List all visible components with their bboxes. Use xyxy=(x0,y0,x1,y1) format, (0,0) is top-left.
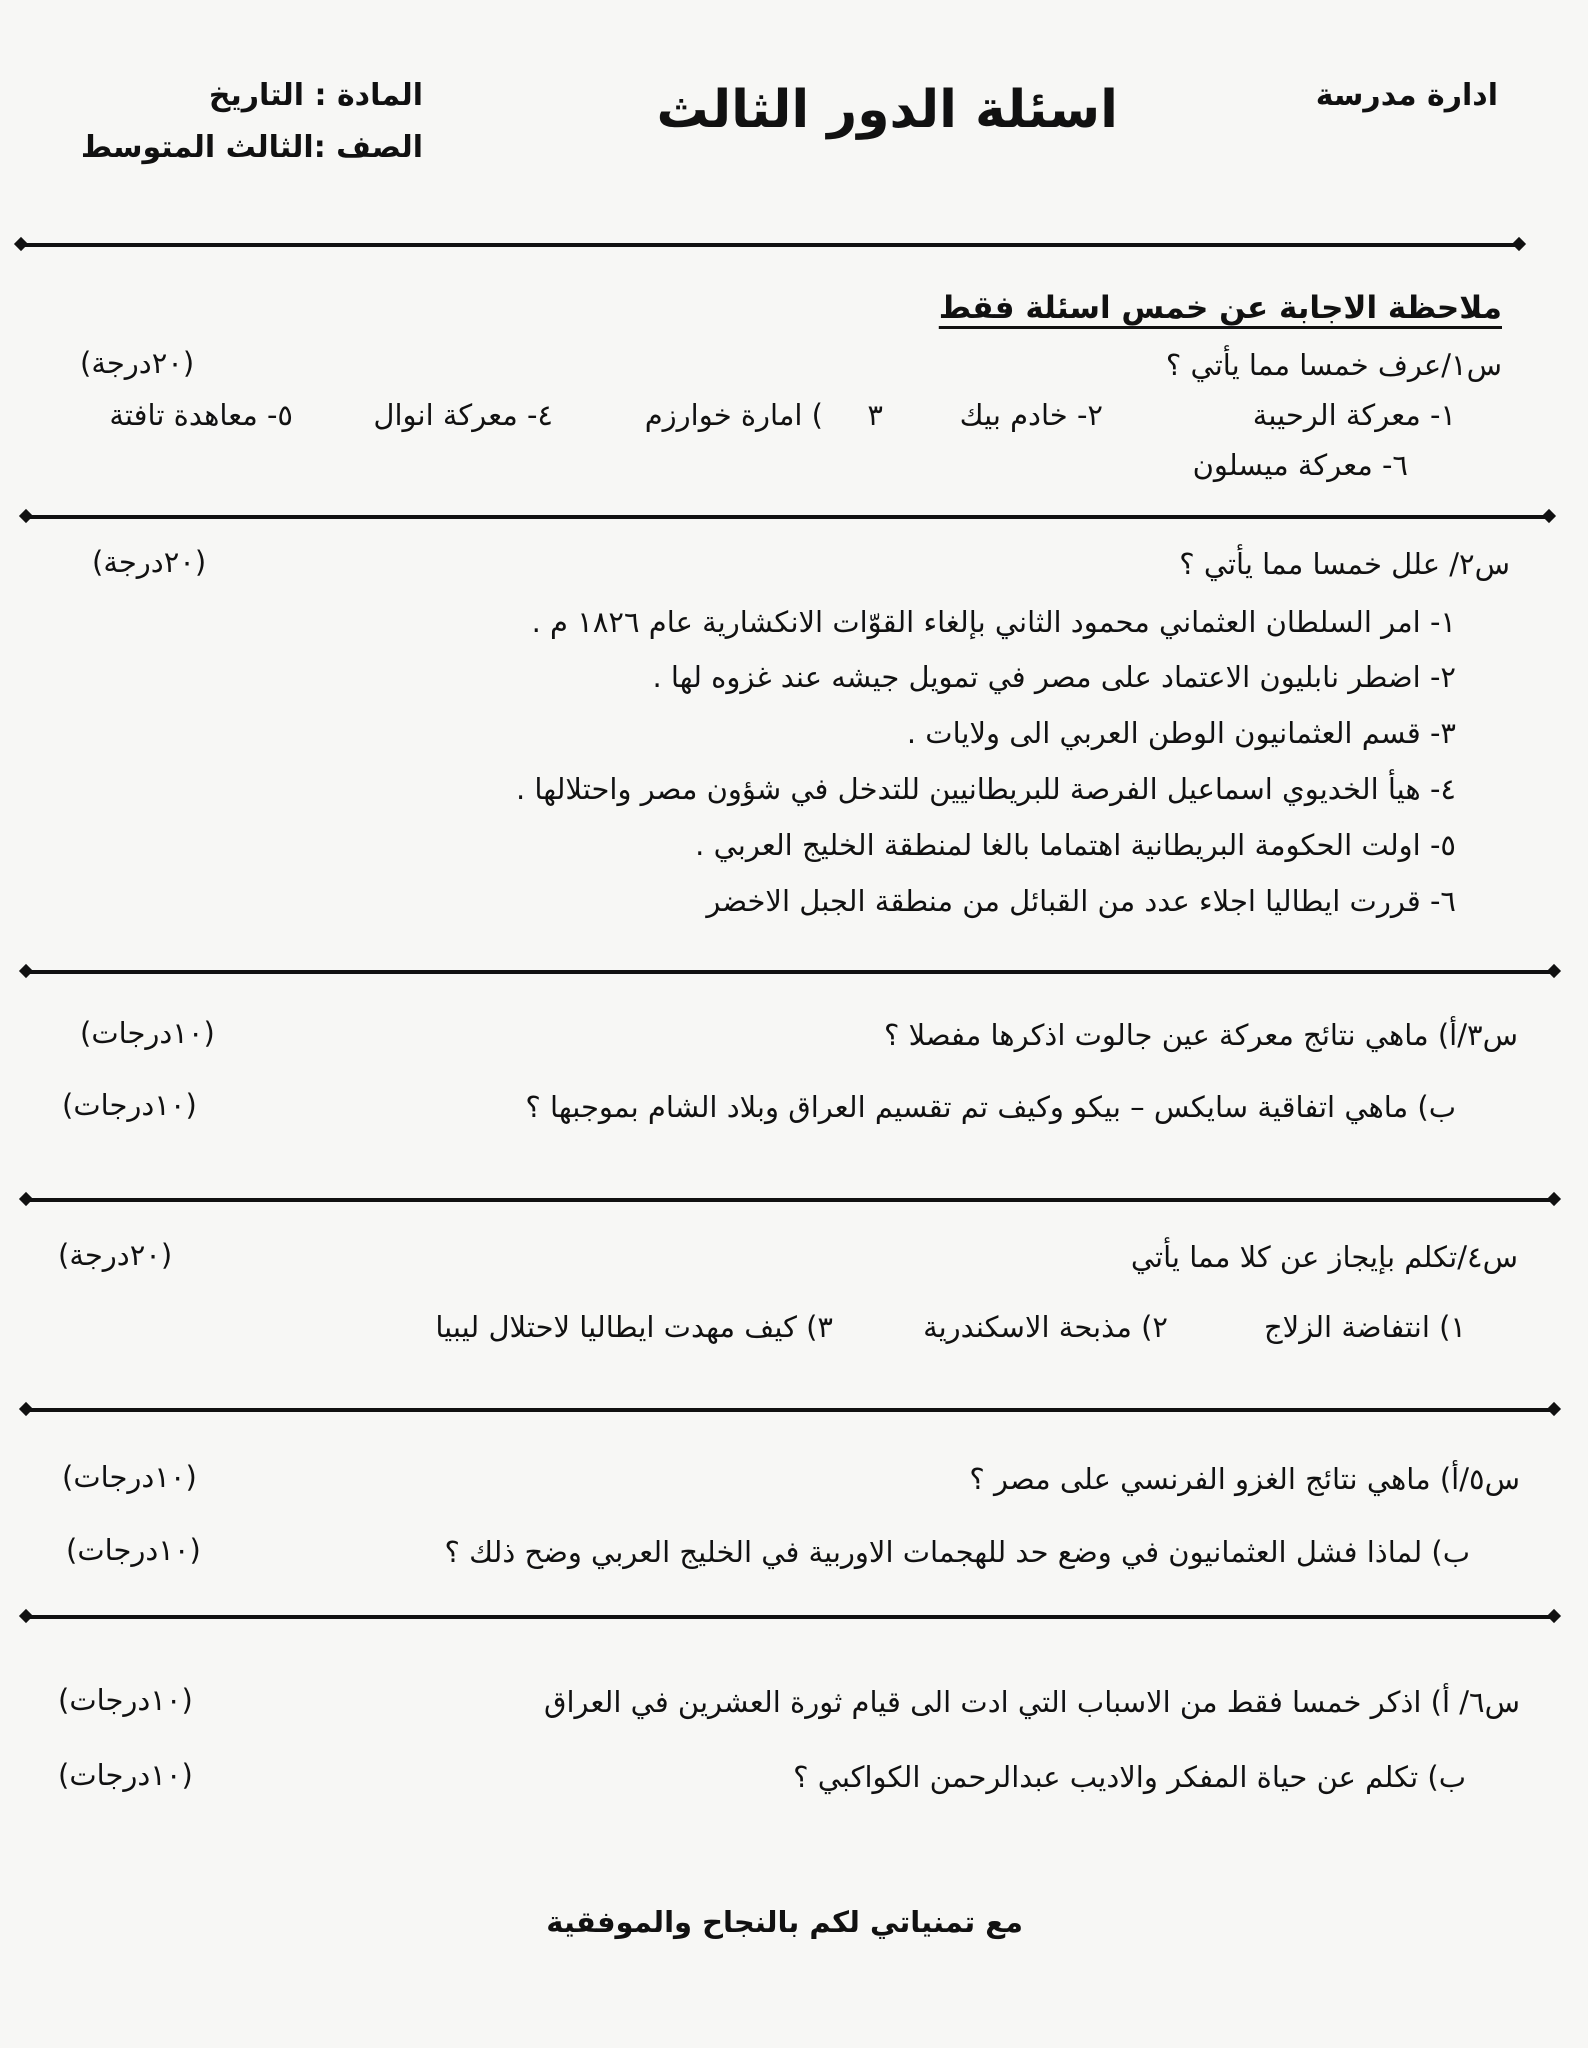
q5a-prompt: س٥/أ) ماهي نتائج الغزو الفرنسي على مصر ؟ xyxy=(969,1462,1520,1496)
q1-item-6: ٦- معركة ميسلون xyxy=(1192,448,1408,482)
q5a-marks: (١٠درجات) xyxy=(62,1460,197,1494)
divider xyxy=(25,970,1555,974)
q2-item-3: ٣- قسم العثمانيون الوطن العربي الى ولايات . xyxy=(906,716,1456,750)
q3b-marks: (١٠درجات) xyxy=(62,1088,197,1122)
divider xyxy=(25,1198,1555,1202)
q6a-prompt: س٦/ أ) اذكر خمسا فقط من الاسباب التي ادت الى قيام ثورة العشرين في العراق xyxy=(544,1685,1520,1719)
divider xyxy=(25,515,1550,519)
q1-item-2: ٢- خادم بيك xyxy=(959,398,1103,432)
q6b-prompt: ب) تكلم عن حياة المفكر والاديب عبدالرحمن الكواكبي ؟ xyxy=(793,1760,1466,1794)
instruction-note: ملاحظة الاجابة عن خمس اسئلة فقط xyxy=(938,290,1502,326)
q1-prompt: س١/عرف خمسا مما يأتي ؟ xyxy=(1165,348,1502,382)
q1-item-3: ) امارة خوارزم xyxy=(644,398,823,432)
q5b-marks: (١٠درجات) xyxy=(66,1533,201,1567)
q4-marks: (٢٠درجة) xyxy=(58,1238,173,1272)
q4-item-2: ٢) مذبحة الاسكندرية xyxy=(923,1310,1168,1344)
q1-item-1: ١- معركة الرحيبة xyxy=(1252,398,1456,432)
q3a-marks: (١٠درجات) xyxy=(80,1016,215,1050)
q6a-marks: (١٠درجات) xyxy=(58,1683,193,1717)
exam-title: اسئلة الدور الثالث xyxy=(656,80,1118,140)
q4-item-1: ١) انتفاضة الزلاج xyxy=(1263,1310,1466,1344)
closing-wishes: مع تمنياتي لكم بالنجاح والموفقية xyxy=(546,1905,1023,1939)
divider xyxy=(25,1408,1555,1412)
q2-item-4: ٤- هيأ الخديوي اسماعيل الفرصة للبريطانيين للتدخل في شؤون مصر واحتلالها . xyxy=(515,772,1456,806)
grade-label: الصف :الثالث المتوسط xyxy=(80,130,423,165)
q2-item-6: ٦- قررت ايطاليا اجلاء عدد من القبائل من منطقة الجبل الاخضر xyxy=(706,884,1456,918)
q3a-prompt: س٣/أ) ماهي نتائج معركة عين جالوت اذكرها مفصلا ؟ xyxy=(883,1018,1518,1052)
q3b-prompt: ب) ماهي اتفاقية سايكس – بيكو وكيف تم تقسيم العراق وبلاد الشام بموجبها ؟ xyxy=(525,1090,1456,1124)
school-name: ادارة مدرسة xyxy=(1315,78,1498,113)
q2-item-5: ٥- اولت الحكومة البريطانية اهتماما بالغا لمنطقة الخليج العربي . xyxy=(695,828,1456,862)
q4-item-3: ٣) كيف مهدت ايطاليا لاحتلال ليبيا xyxy=(435,1310,833,1344)
q5b-prompt: ب) لماذا فشل العثمانيون في وضع حد للهجمات الاوربية في الخليج العربي وضح ذلك ؟ xyxy=(444,1535,1470,1569)
q1-item-4: ٤- معركة انوال xyxy=(373,398,553,432)
q2-marks: (٢٠درجة) xyxy=(92,545,207,579)
divider xyxy=(20,243,1520,247)
subject-label: المادة : التاريخ xyxy=(208,78,423,113)
q1-item-3-number: ٣ xyxy=(867,398,883,432)
q2-item-1: ١- امر السلطان العثماني محمود الثاني بإلغاء القوّات الانكشارية عام ١٨٢٦ م . xyxy=(531,605,1456,639)
q6b-marks: (١٠درجات) xyxy=(58,1758,193,1792)
q4-prompt: س٤/تكلم بإيجاز عن كلا مما يأتي xyxy=(1130,1240,1518,1274)
q1-item-5: ٥- معاهدة تافتة xyxy=(109,398,293,432)
divider xyxy=(25,1615,1555,1619)
q1-marks: (٢٠درجة) xyxy=(80,346,195,380)
q2-prompt: س٢/ علل خمسا مما يأتي ؟ xyxy=(1179,547,1510,581)
q2-item-2: ٢- اضطر نابليون الاعتماد على مصر في تمويل جيشه عند غزوه لها . xyxy=(652,660,1456,694)
